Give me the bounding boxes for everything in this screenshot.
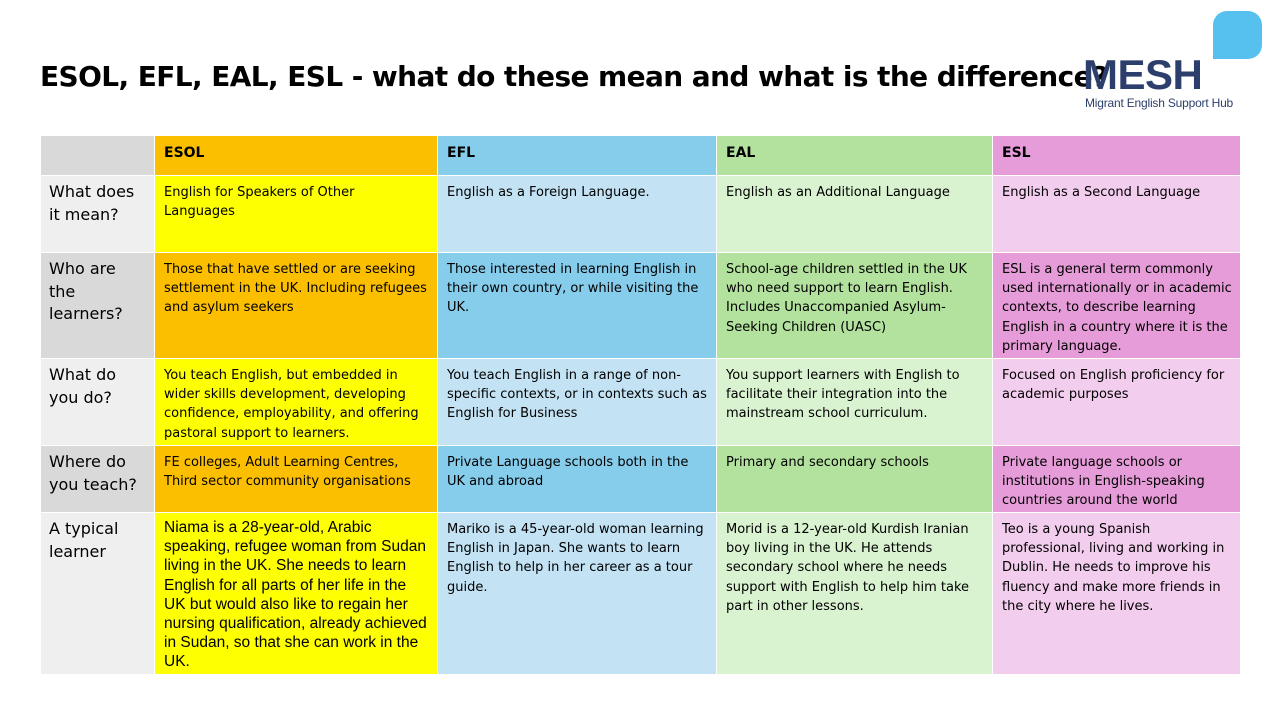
table-row xyxy=(41,446,1241,513)
comparison-table xyxy=(40,135,1241,675)
table-cell: ESL is a general term commonly used internationally or in academic contexts, to describe learning English in a country where it is the primary language. xyxy=(993,253,1241,359)
table-row xyxy=(41,253,1241,359)
table-cell: English as a Second Language xyxy=(993,176,1241,253)
table-cell: Private Language schools both in the UK and abroad xyxy=(438,446,717,513)
table-cell: Those that have settled or are seeking settlement in the UK. Including refugees and asylum seekers xyxy=(155,253,438,359)
table-cell: You support learners with English to facilitate their integration into the mainstream school curriculum. xyxy=(717,359,993,446)
table-cell: Primary and secondary schools xyxy=(717,446,993,513)
table-cell: You teach English in a range of non-specific contexts, or in contexts such as English for Business xyxy=(438,359,717,446)
table-cell: Private language schools or institutions in English-speaking countries around the world xyxy=(993,446,1241,513)
table-cell: Focused on English proficiency for academic purposes xyxy=(993,359,1241,446)
row-label-typical-learner: A typical learner xyxy=(41,513,155,675)
header-blank-cell xyxy=(41,136,155,176)
row-label-where-you-teach: Where do you teach? xyxy=(41,446,155,513)
header-esl: ESL xyxy=(993,136,1241,176)
header-eal: EAL xyxy=(717,136,993,176)
table-cell: School-age children settled in the UK who need support to learn English. Includes Unaccompanied Asylum-Seeking Children (UASC) xyxy=(717,253,993,359)
logo-subtitle: Migrant English Support Hub xyxy=(1085,96,1234,110)
table-cell: English as a Foreign Language. xyxy=(438,176,717,253)
row-label-what-you-do: What do you do? xyxy=(41,359,155,446)
table-cell: Mariko is a 45-year-old woman learning English in Japan. She wants to learn English to help in her career as a tour guide. xyxy=(438,513,717,675)
header-efl: EFL xyxy=(438,136,717,176)
table-cell: English for Speakers of Other Languages xyxy=(155,176,438,253)
header-esol: ESOL xyxy=(155,136,438,176)
row-label-meaning: What does it mean? xyxy=(41,176,155,253)
logo-wordmark: MESH xyxy=(1083,51,1203,98)
table-cell: English as an Additional Language xyxy=(717,176,993,253)
page-title: ESOL, EFL, EAL, ESL - what do these mean and what is the difference? xyxy=(40,60,1108,93)
table-cell: Niama is a 28-year-old, Arabic speaking, refugee woman from Sudan living in the UK. She needs to learn English for all parts of her life in the UK but would also like to regain her nursing qualification, already achieved in Sudan, so that she can work in the UK. xyxy=(155,513,438,675)
row-label-learners: Who are the learners? xyxy=(41,253,155,359)
table-cell: You teach English, but embedded in wider skills development, developing confidence, employability, and offering pastoral support to learners. xyxy=(155,359,438,446)
table-row xyxy=(41,513,1241,675)
mesh-logo xyxy=(1080,10,1270,115)
table-row xyxy=(41,359,1241,446)
table-cell: Those interested in learning English in their own country, or while visiting the UK. xyxy=(438,253,717,359)
table-cell: Teo is a young Spanish professional, living and working in Dublin. He needs to improve his fluency and make more friends in the city where he lives. xyxy=(993,513,1241,675)
table-cell: FE colleges, Adult Learning Centres, Third sector community organisations xyxy=(155,446,438,513)
table-cell: Morid is a 12-year-old Kurdish Iranian boy living in the UK. He attends secondary school where he needs support with English to help him take part in other lessons. xyxy=(717,513,993,675)
table-header-row xyxy=(41,136,1241,176)
speech-bubble-icon xyxy=(1213,11,1262,59)
table-row xyxy=(41,176,1241,253)
